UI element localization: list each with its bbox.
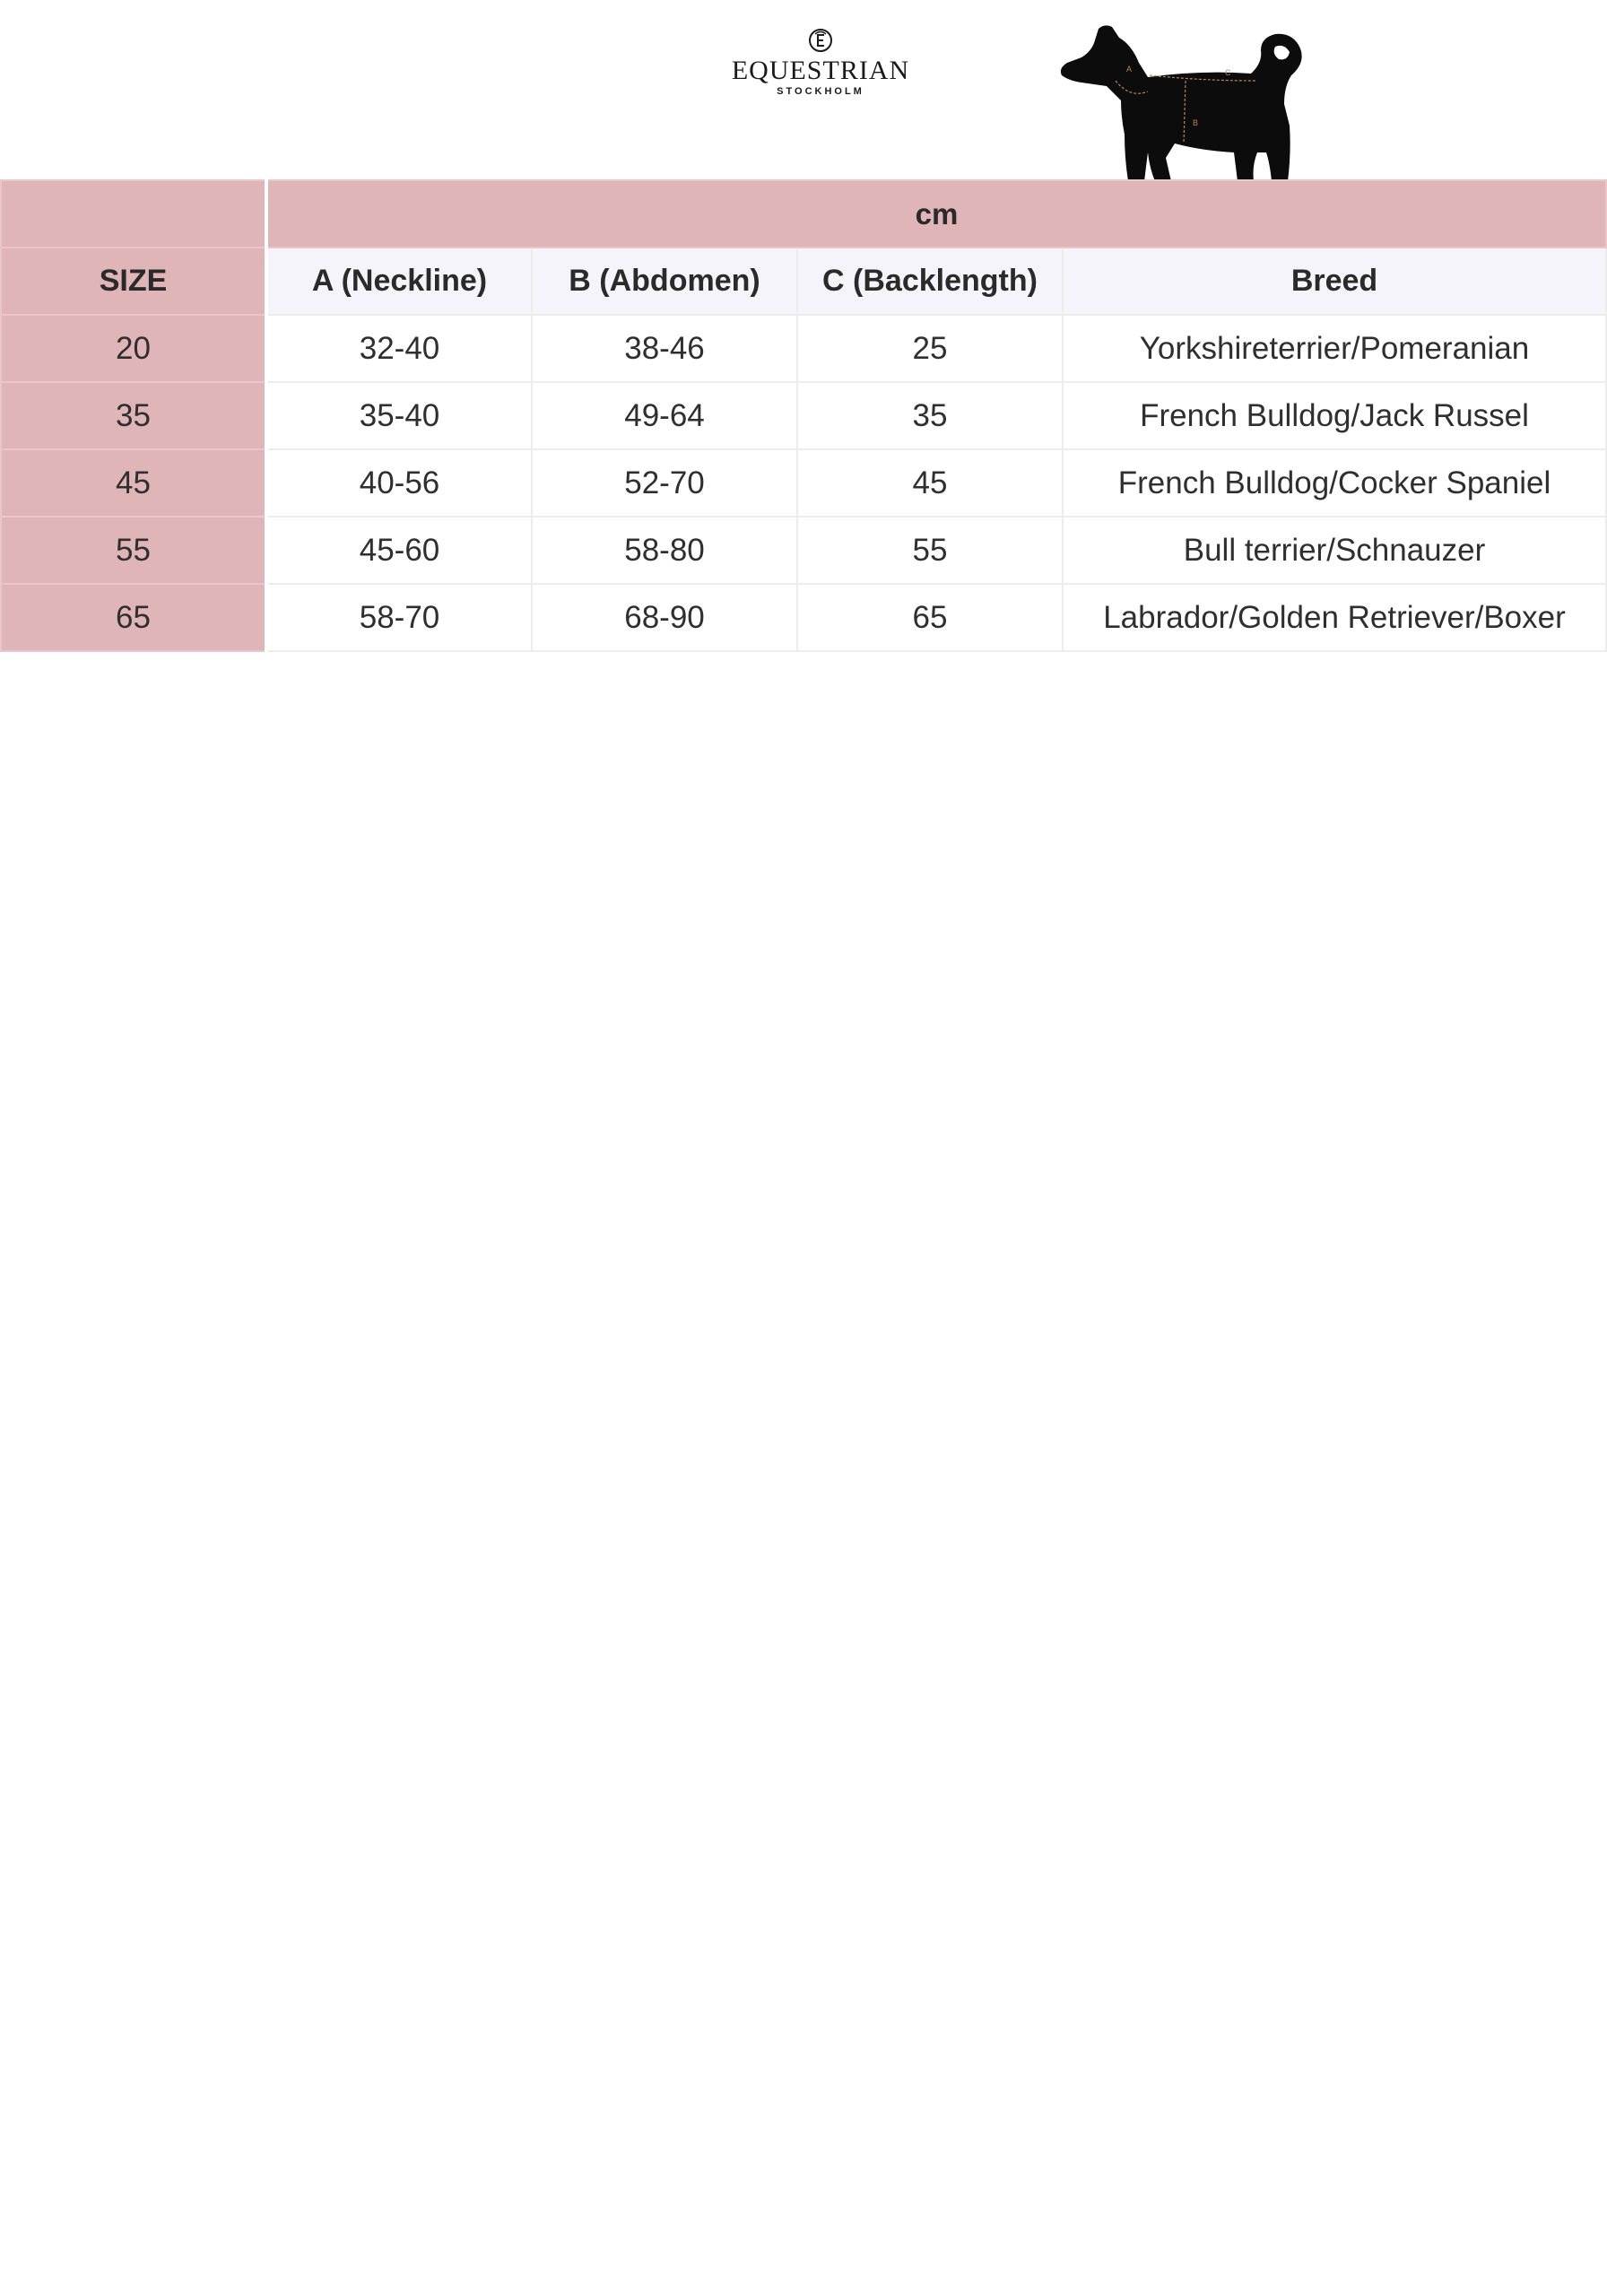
breed-cell: Labrador/Golden Retriever/Boxer xyxy=(1063,584,1606,651)
dog-silhouette-icon xyxy=(1049,18,1318,181)
abdomen-cell: 49-64 xyxy=(532,382,797,449)
backlength-cell: 55 xyxy=(797,517,1063,584)
abdomen-cell: 58-80 xyxy=(532,517,797,584)
backlength-cell: 35 xyxy=(797,382,1063,449)
neckline-cell: 35-40 xyxy=(266,382,532,449)
figure-label-c: C xyxy=(1225,68,1231,77)
unit-label: cm xyxy=(266,180,1606,248)
size-cell: 20 xyxy=(1,315,266,382)
backlength-header: C (Backlength) xyxy=(797,248,1063,315)
abdomen-cell: 38-46 xyxy=(532,315,797,382)
size-header: SIZE xyxy=(1,248,266,315)
breed-cell: French Bulldog/Jack Russel xyxy=(1063,382,1606,449)
table-row xyxy=(1,382,1606,449)
brand-name: EQUESTRIAN xyxy=(731,56,910,85)
breed-header: Breed xyxy=(1063,248,1606,315)
size-cell: 45 xyxy=(1,449,266,517)
neckline-cell: 45-60 xyxy=(266,517,532,584)
table-row xyxy=(1,449,1606,517)
breed-cell: French Bulldog/Cocker Spaniel xyxy=(1063,449,1606,517)
size-cell: 55 xyxy=(1,517,266,584)
brand-subtitle: STOCKHOLM xyxy=(777,86,864,97)
equestrian-monogram-icon xyxy=(807,27,834,54)
neckline-cell: 58-70 xyxy=(266,584,532,651)
table-row xyxy=(1,517,1606,584)
size-chart-table xyxy=(0,179,1607,652)
size-cell: 65 xyxy=(1,584,266,651)
table-row xyxy=(1,315,1606,382)
backlength-cell: 65 xyxy=(797,584,1063,651)
backlength-cell: 45 xyxy=(797,449,1063,517)
breed-cell: Bull terrier/Schnauzer xyxy=(1063,517,1606,584)
backlength-cell: 25 xyxy=(797,315,1063,382)
table-row xyxy=(1,584,1606,651)
figure-label-b: B xyxy=(1193,118,1199,127)
size-corner-cell xyxy=(1,180,266,248)
abdomen-cell: 52-70 xyxy=(532,449,797,517)
size-cell: 35 xyxy=(1,382,266,449)
brand-logo xyxy=(708,27,933,97)
neckline-cell: 32-40 xyxy=(266,315,532,382)
table-header-row xyxy=(1,248,1606,315)
neckline-header: A (Neckline) xyxy=(266,248,532,315)
abdomen-cell: 68-90 xyxy=(532,584,797,651)
figure-label-a: A xyxy=(1126,65,1133,74)
neckline-cell: 40-56 xyxy=(266,449,532,517)
unit-row xyxy=(1,180,1606,248)
breed-cell: Yorkshireterrier/Pomeranian xyxy=(1063,315,1606,382)
abdomen-header: B (Abdomen) xyxy=(532,248,797,315)
